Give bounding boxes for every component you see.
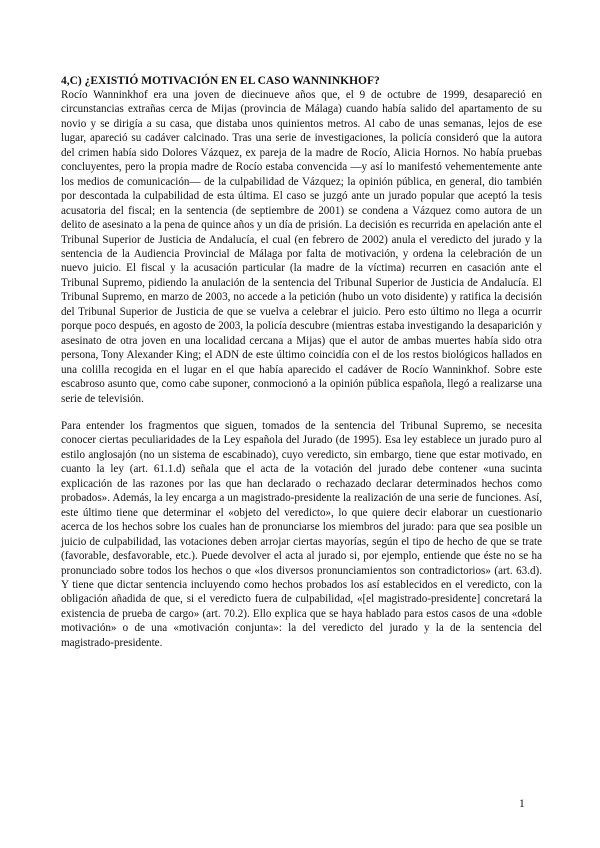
section-heading: 4,C) ¿EXISTIÓ MOTIVACIÓN EN EL CASO WANNINKHOF?	[61, 75, 380, 87]
paragraph-case-summary: Rocío Wanninkhof era una joven de diecinueve años que, el 9 de octubre de 1999, desapareció en circunstancias extrañas cerca de Mijas (provincia de Málaga) cuando había salido del apartamento de su novio y se dirigía a su casa, que distaba unos quinientos metros. Al cabo de unas semanas, lejos de ese lugar, apareció su cadáver calcinado. Tras una serie de investigaciones, la policía consideró que la autora del crimen había sido Dolores Vázquez, ex pareja de la madre de Rocío, Alicia Hornos. No había pruebas concluyentes, pero la propia madre de Rocío estaba convencida —y así lo manifestó vehementemente ante los medios de comunicación— de la culpabilidad de Vázquez; la opinión pública, en general, dio también por descontada la culpabilidad de esta última. El caso se juzgó ante un jurado popular que aceptó la tesis acusatoria del fiscal; en la sentencia (de septiembre de 2001) se condena a Vázquez como autora de un delito de asesinato a la pena de quince años y un día de prisión. La decisión es recurrida en apelación ante el Tribunal Superior de Justicia de Andalucía, el cual (en febrero de 2002) anula el veredicto del jurado y la sentencia de la Audiencia Provincial de Málaga por falta de motivación, y ordena la celebración de un nuevo juicio. El fiscal y la acusación particular (la madre de la víctima) recurren en casación ante el Tribunal Supremo, pidiendo la anulación de la sentencia del Tribunal Superior de Justicia de Andalucía. El Tribunal Supremo, en marzo de 2003, no accede a la petición (hubo un voto disidente) y ratifica la decisión del Tribunal Superior de Justicia de que se vuelva a celebrar el juicio. Pero esto último no llega a ocurrir porque poco después, en agosto de 2003, la policía descubre (mientras estaba investigando la desaparición y asesinato de otra joven en una localidad cercana a Mijas) que el autor de ambas muertes había sido otra persona, Tony Alexander King; el ADN de este último coincidía con el de los restos biológicos hallados en una colilla recogida en el lugar en el que había aparecido el cadáver de Rocío Wanninkhof. Sobre este escabroso asunto que, como cabe suponer, conmocionó a la opinión pública española, llegó a realizarse una serie de televisión.	[61, 89, 542, 405]
paragraph-jury-law: Para entender los fragmentos que siguen, tomados de la sentencia del Tribunal Supremo, se necesita conocer ciertas peculiaridades de la Ley española del Jurado (de 1995). Esa ley establece un jurado puro al estilo anglosajón (no un sistema de escabinado), cuyo veredicto, sin embargo, tiene que estar motivado, en cuanto la ley (art. 61.1.d) señala que el acta de la votación del jurado debe contener «una sucinta explicación de las razones por las que han declarado o rechazado declarar determinados hechos como probados». Además, la ley encarga a un magistrado-presidente la realización de una serie de funciones. Así, este último tiene que determinar el «objeto del veredicto», lo que quiere decir elaborar un cuestionario acerca de los hechos sobre los cuales han de pronunciarse los miembros del jurado: para que sea posible un juicio de culpabilidad, las votaciones deben arrojar ciertas mayorías, según el tipo de hecho de que se trate (favorable, desfavorable, etc.). Puede devolver el acta al jurado si, por ejemplo, entiende que éste no se ha pronunciado sobre todos los hechos o que «los diversos pronunciamientos son contradictorios» (art. 63.d). Y tiene que dictar sentencia incluyendo como hechos probados los así establecidos en el veredicto, con la obligación añadida de que, si el veredicto fuera de culpabilidad, «[el magistrado-presidente] concretará la existencia de prueba de cargo» (art. 70.2). Ello explica que se haya hablado para estos casos de una «doble motivación» o de una «motivación conjunta»: la del veredicto del jurado y la de la sentencia del magistrado-presidente.	[61, 419, 542, 649]
document-page	[61, 74, 542, 650]
page-number: 1	[519, 798, 525, 810]
